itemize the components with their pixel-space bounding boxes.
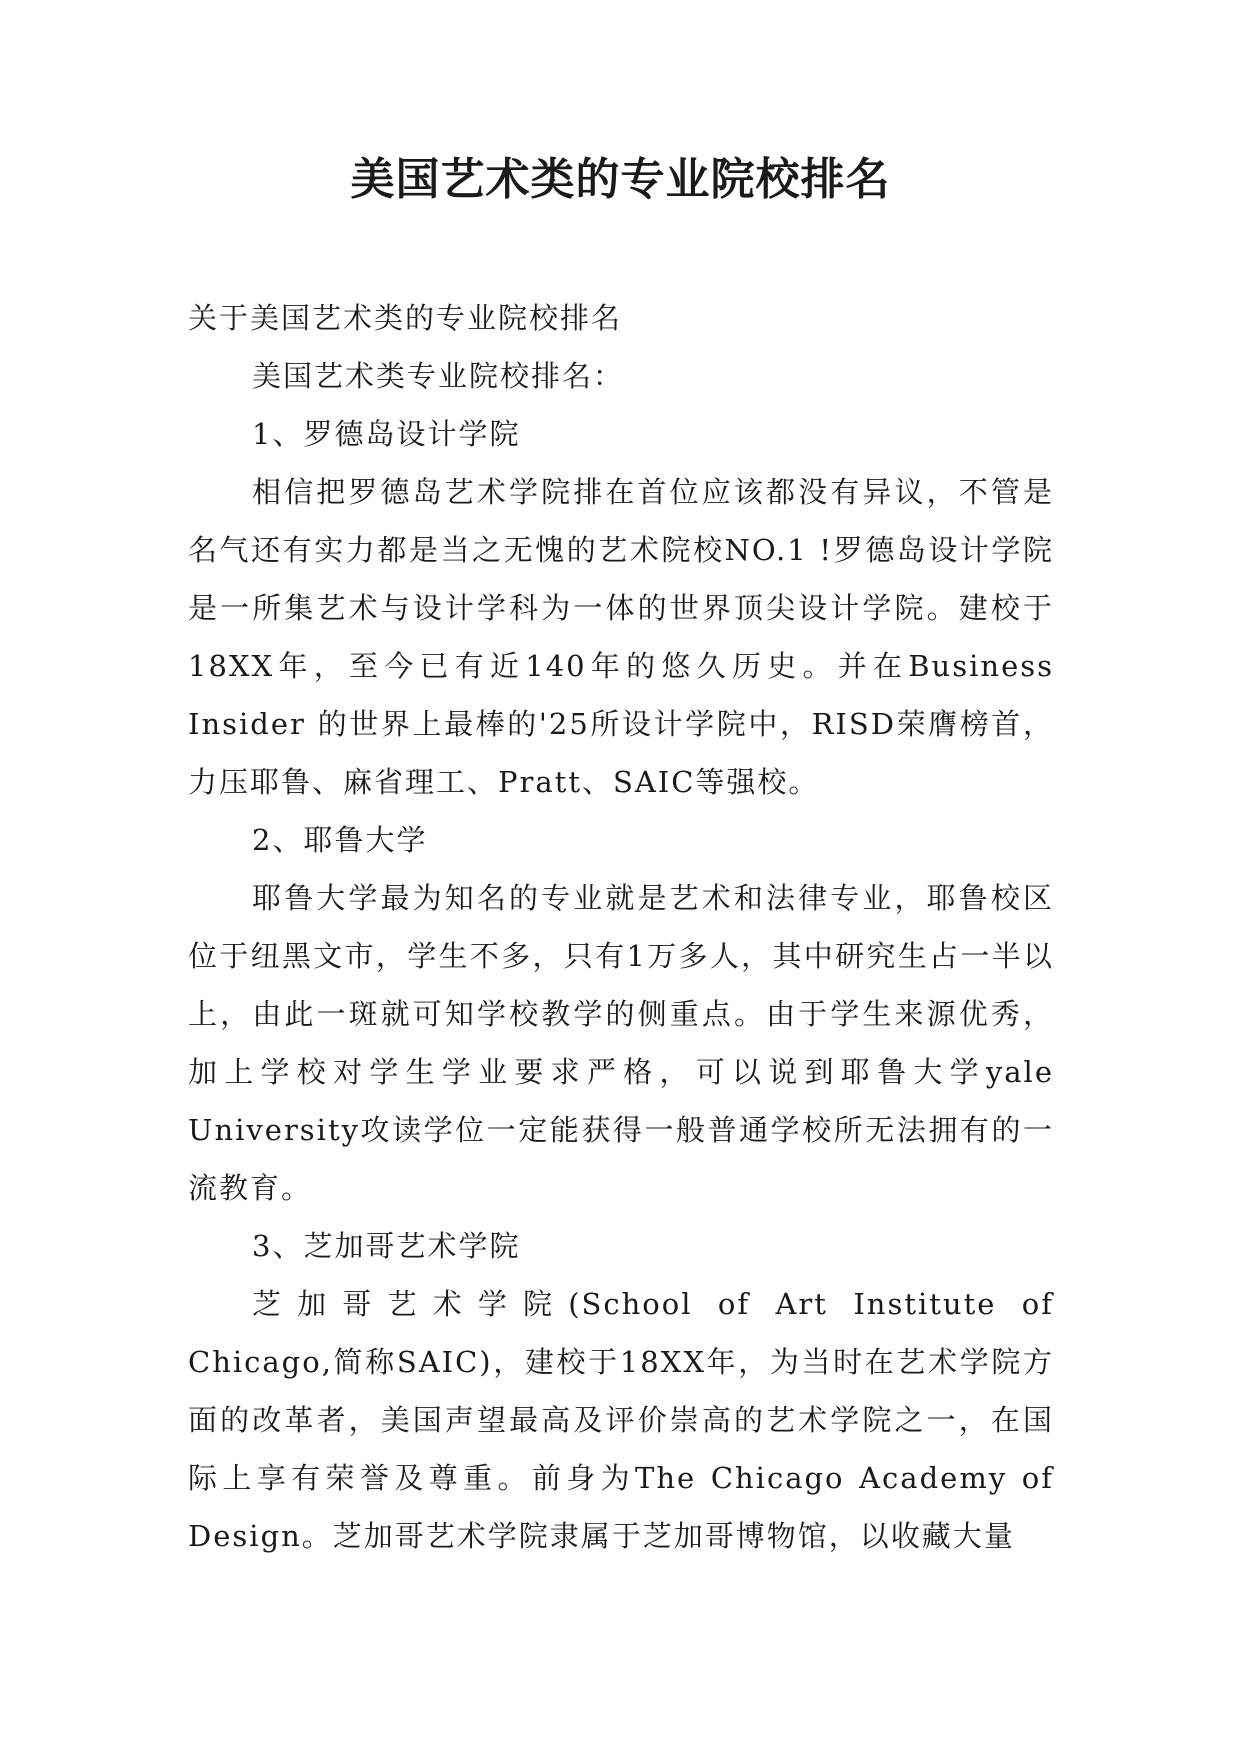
document-body — [188, 289, 1054, 1565]
intro-line: 关于美国艺术类的专业院校排名 — [188, 301, 623, 335]
ranking-item-heading: 2、耶鲁大学 — [252, 823, 428, 857]
section-heading: 美国艺术类专业院校排名： — [252, 359, 625, 393]
document-title: 美国艺术类的专业院校排名 — [350, 154, 891, 205]
ranking-item-paragraph: 耶鲁大学最为知名的专业就是艺术和法律专业，耶鲁校区位于纽黑文市，学生不多，只有1万多人，其中研究生占一半以上，由此一斑就可知学校教学的侧重点。由于学生来源优秀，加上学校对学生学业要求严格，可以说到耶鲁大学yale University攻读学位一定能获得一般普通学校所无法拥有的一流教育。 — [188, 881, 1054, 1205]
ranking-item-paragraph: 芝加哥艺术学院(School of Art Institute of Chicago,简称SAIC)，建校于18XX年，为当时在艺术学院方面的改革者，美国声望最高及评价崇高的艺术学院之一，在国际上享有荣誉及尊重。前身为The Chicago Academy of Design。芝加哥艺术学院隶属于芝加哥博物馆，以收藏大量 — [188, 1287, 1054, 1553]
ranking-item-heading: 1、罗德岛设计学院 — [252, 417, 521, 451]
ranking-item-heading: 3、芝加哥艺术学院 — [252, 1229, 521, 1263]
ranking-item-paragraph: 相信把罗德岛艺术学院排在首位应该都没有异议，不管是名气还有实力都是当之无愧的艺术院校NO.1 !罗德岛设计学院是一所集艺术与设计学科为一体的世界顶尖设计学院。建校于18XX年，至今已有近140年的悠久历史。并在Business Insider 的世界上最棒的'25所设计学院中，RISD荣膺榜首，力压耶鲁、麻省理工、Pratt、SAIC等强校。 — [188, 475, 1054, 799]
